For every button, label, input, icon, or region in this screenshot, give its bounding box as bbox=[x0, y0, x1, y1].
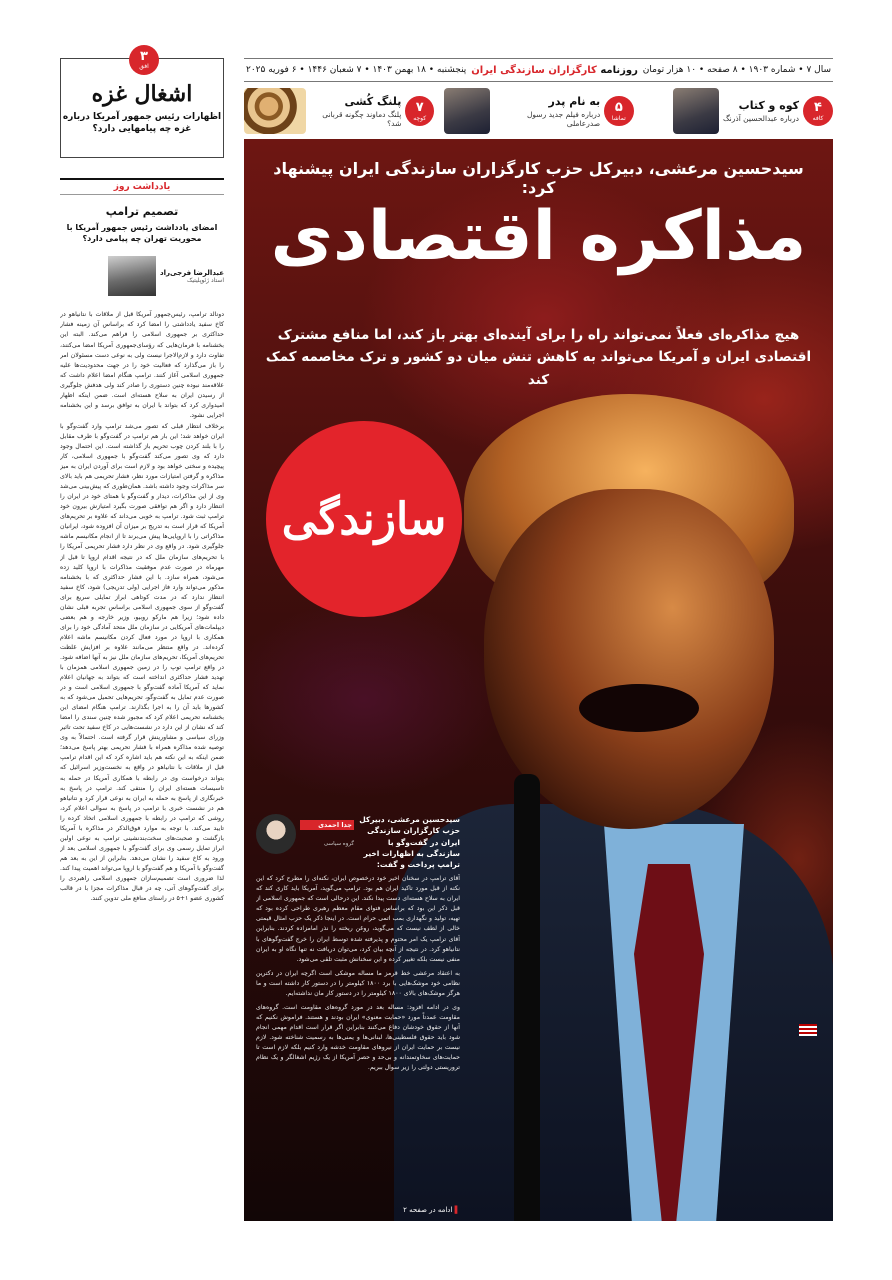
hero-deck: هیچ مذاکره‌ای فعلاً نمی‌تواند راه را برای آینده‌ای بهتر باز کند، اما منافع مشترک اقتصادی ایران و آمریکا می‌تواند به کاهش تنش میان دو کشور و ترک مخاصمه کمک کند bbox=[265, 327, 812, 388]
brand-name: کارگزاران سازندگی ایران bbox=[471, 64, 597, 76]
daily-note-section-label: یادداشت روز bbox=[60, 178, 224, 195]
teaser-item[interactable] bbox=[244, 86, 434, 136]
note-body bbox=[60, 310, 224, 1216]
gaza-title: اشغال غزه bbox=[91, 81, 193, 107]
article-author-role: گروه سیاسی bbox=[323, 841, 354, 847]
article-body bbox=[256, 874, 460, 1184]
hero-cover bbox=[244, 139, 833, 1221]
sazandegi-logo bbox=[266, 421, 462, 617]
teaser-title: به نام پدر bbox=[548, 94, 601, 108]
teaser-subtitle: درباره عبدالحسین آذرنگ bbox=[722, 114, 799, 123]
logo-text: سازندگی bbox=[281, 493, 447, 545]
teaser-title: کوه و کتاب bbox=[738, 99, 799, 112]
note-lead: امضای یادداشت رئیس جمهور آمریکا با محوریت تهران چه پیامی دارد؟ bbox=[66, 223, 218, 244]
teaser-strip bbox=[244, 86, 833, 136]
continue-link[interactable]: ▌ ادامه در صفحه ۲ bbox=[403, 1206, 460, 1214]
author-photo bbox=[108, 256, 156, 296]
teaser-title: پلنگ کُشی bbox=[344, 94, 402, 108]
teaser-page-badge: ۵ تماشا bbox=[604, 96, 633, 126]
article-paragraph: آقای ترامپ در سخنان اخیر خود درخصوص ایران، نکته‌ای را مطرح کرد که این نکته از قبل مورد تاکید ایران هم بود. ترامپ می‌گوید، آمریکا باید کاری کند که ایران به سلاح هسته‌ای دست پیدا نکند. این درحالی است که جمهوری اسلامی از قبل ذکر این بود که براساس فتوای مقام معظم رهبری طراحی کرده بود که تهیه، تولید و نگهداری بمب اتمی حرام است. در اینجا ذکر یک حزب امثال قیمتی خالی از لطف نیست که می‌گوید، روغن ریخته را نذر امامزاده کردند. بنابراین آقای ترامپ یک امر محتوم و پذیرفته شده توسط ایران را خرج گفت‌وگوهای با نتانیاهو کرد. در نتیجه از آنچه بیان کرد، می‌توان دریافت نه تنها نگاه او به ایران منفی نیست بلکه تغییر کرده و این سخنانش مثبت تلقی می‌شود. bbox=[256, 875, 460, 963]
gaza-subtitle: اظهارات رئیس جمهور آمریکا درباره غزه چه پیامهایی دارد؟ bbox=[62, 112, 222, 135]
gaza-teaser-box[interactable] bbox=[60, 49, 224, 158]
issue-info: سال ۷ • شماره ۱۹۰۳ • ۸ صفحه • ۱۰ هزار تومان bbox=[642, 65, 831, 75]
leopard-photo bbox=[244, 88, 306, 134]
teaser-item[interactable] bbox=[444, 86, 634, 136]
teaser-page-badge: ۷ کوچه bbox=[405, 96, 434, 126]
newspaper-brand bbox=[471, 65, 638, 76]
article-author-photo bbox=[256, 814, 296, 854]
note-paragraph: دونالد ترامپ، رئیس‌جمهور آمریکا قبل از ملاقات با نتانیاهو در کاخ سفید یادداشتی را امضا کرد که براساس آن زمینه فشار حداکثری بر جمهوری اسلامی را فراهم می‌کند. البته این بخشنامه با فرمان‌هایی که رؤسای‌جمهوری آمریکا امضا می‌کنند، تفاوت دارد و لازم‌الاجرا نیست ولی به نوعی دست مسئولان امر را باز می‌گذارد که فعالیت خود را در جهت محدودیت‌ها علیه جمهوری اسلامی آغاز کنند. ترامپ هنگام امضا اعلام داشت که علاقه‌مند نبوده چنین دستوری را صادر کند ولی هدفش جلوگیری از رسیدن ایران به سلاح هسته‌ای است. ضمن اینکه اظهار امیدواری کرد که بتواند با ایران به توافق برسد و این بخشنامه اجرایی نشود. bbox=[60, 311, 224, 419]
hero-kicker: سیدحسین مرعشی، دبیرکل حزب کارگزاران سازندگی ایران پیشنهاد کرد: bbox=[273, 159, 804, 197]
note-title: تصمیم ترامپ bbox=[105, 205, 179, 218]
article-author bbox=[300, 820, 354, 849]
cover-article bbox=[256, 814, 460, 1214]
paper-type: روزنامه bbox=[600, 64, 638, 76]
publication-date: پنجشنبه • ۱۸ بهمن ۱۴۰۳ • ۷ شعبان ۱۴۴۶ • ۶ فوریه ۲۰۲۵ bbox=[246, 65, 467, 75]
teaser-item[interactable] bbox=[643, 86, 833, 136]
teaser-photo bbox=[444, 88, 490, 134]
teaser-photo bbox=[673, 88, 719, 134]
teaser-page-badge: ۴ کافه bbox=[803, 96, 833, 126]
author-role: استاد ژئوپلیتیک bbox=[186, 276, 224, 284]
article-paragraph: به اعتقاد مرعشی خط قرمز ما مساله موشکی است اگرچه ایران در دکترین نظامی خود موشک‌هایی با برد ۱۸۰۰ کیلومتر را در دستور کار داشته است و ما هرگز موشک‌های بالای ۱۸۰۰ کیلومتر را در دستور کار مان نداشته‌ایم. bbox=[256, 969, 460, 997]
teaser-subtitle: درباره فیلم جدید رسول صدرعاملی bbox=[526, 109, 601, 128]
note-paragraph: برخلاف انتظار قبلی که تصور می‌شد ترامپ وارد گفت‌وگو با ایران خواهد شد؛ این بار هم ترامپ در گفت‌وگو با طرف مقابل را با بلند کردن چوب تحریم باز گذاشته است. این احتمال وجود دارد که وی تصور می‌کند گفت‌وگو با جمهوری اسلامی، کار پیچیده و سختی خواهد بود و لازم است برای آوردن ایران به میز مذاکره و گرفتن امتیازات مورد نظر، فشار تحریمی هم باید بالای سر مذاکرات وجود داشته باشد. همان‌طوری که پیش‌بینی می‌شد وی از این مذاکرات، دیدار و گفت‌وگو با همتای خود در ایران را انتظار دارد و اگر هم توافقی صورت بگیرد امتیازش بیرون خود ترامپ ثبت شود. ترامپ به خوبی می‌داند که علاوه بر تحریم‌های آمریکا که قرار است به تدریج بر میزان آن افزوده شود، ایرانیان مذاکراتی را با اروپایی‌ها پیش می‌برند تا از انجام مکانیسم ماشه جلوگیری شود. در واقع وی در نظر دارد فشار تحریمی آمریکا را با تحریم‌های سازمان ملل که در نتیجه اقدام اروپا تا قبل از مهرماه در صورت عدم موفقیت مذاکرات با اروپا کلید زده می‌شود، همراه سازد. با این فشار حداکثری که با بخشنامه مذکور می‌تواند وارد فاز اجرایی (ولی تدریجی) شود، کاخ سفید انتظار ندارد که در مدت کوتاهی ابراز تمایلی سریع برای گفت‌وگو از سوی جمهوری اسلامی براساس تجربه قبلی نشان داده شود؛ زیرا هم مارکو روبیو، وزیر خارجه و هم بعضی دیپلمات‌های آمریکایی در سازمان ملل متحد آمادگی خود را برای همکاری با اروپا در مورد فعال کردن مکانیسم ماشه اعلام کرده‌اند. در واقع منتظر می‌مانند علاوه بر افزایش غلظت تحریم‌های آمریکا، تحریم‌های سازمان ملل نیز به آنها اضافه شود. در واقع ترامپ توپ را در زمین جمهوری اسلامی همزمان با تهدید فشار حداکثری انداخته است که بتواند به جهانیان اعلام نماید که آمریکا آماده گفت‌وگو با جمهوری اسلامی است و در صورت عدم تمایل به گفت‌وگو، تحریم‌هایی تحمیل می‌شود که به کشورها باید آن را به اجرا بگذارند. ترامپ هنگام امضای این بخشنامه تحریمی اعلام کرد که مجبور شده چنین سندی را امضا کند که نشان از این دارد در نشست‌هایی در کاخ سفید تحت تاثیر وزرای سیاسی و مشاورینش قرار گرفته است. احتمالاً به وی توصیه شده مذاکره همراه با فشار تحریمی بهتر پاسخ می‌دهد؛ ضمن اینکه به این نکته هم باید اشاره کرد که این اقدام ترامپ قبل از ملاقات با نتانیاهو در واقع به نخست‌وزیر اسرائیل که بتواند درخواست وی در رابطه با همکاری آمریکا در حمله به تاسیسات هسته‌ای ایران را منتفی کند. ترامپ در پاسخ به خبرنگاری از پاسخ به حمله به ایران به نوعی قرار کرد و نتانیاهو هم در نشست خبری با ترامپ در پاسخ به سوالی اعلام کرد، روشی که ترامپ در رابطه با جمهوری اسلامی اتخاذ کرده را تایید می‌کند. با توجه به موارد فوق‌الذکر در مذاکره با آمریکا بازگشت و صحبت‌های سخت‌بندنشینی ترامپ به نوعی اولین ابراز تمایل رسمی وی برای گفت‌وگو با جمهوری اسلامی بعد از ورود به کاخ سفید را نشان می‌دهد. بنابراین از این به بعد هم گفت‌وگو با آمریکا و هم گفت‌وگو با اروپا می‌تواند اهمیت پیدا کند. لذا ضروری است تصمیم‌سازان جمهوری اسلامی راهبردی را برای گفت‌وگوهای آتی، چه در قبال مذاکرات مجزا با در قالب کشوری عضو ۱+۵ در راستای منافع ملی تدوین کنند. bbox=[60, 422, 224, 903]
gaza-page-badge: ۳ افق bbox=[129, 45, 159, 75]
article-intro: سیدحسین مرعشی، دبیرکل حزب کارگزاران سازندگی ایران در گفت‌وگو با سازندگی به اظهارات اخیر ترامپ پرداخت و گفت: bbox=[359, 815, 460, 869]
flag-pin-icon bbox=[799, 1024, 817, 1036]
note-author bbox=[60, 256, 224, 296]
author-name: عبدالرضا فرجی‌راد bbox=[160, 268, 224, 277]
teaser-subtitle: پلنگ دماوند چگونه قربانی شد؟ bbox=[322, 109, 402, 128]
article-author-name: جدا احمدی bbox=[300, 820, 354, 830]
hero-headline: مذاکره اقتصادی bbox=[270, 197, 807, 276]
masthead bbox=[244, 58, 833, 82]
article-paragraph: وی در ادامه افزود: مساله بعد در مورد گروه‌های مقاومت است. گروه‌های مقاومت عمدتاً مورد «حمایت معنوی» ایران بودند و هستند. فراموش نکنیم که آنها از حقوق خودشان دفاع می‌کنند بنابراین اگر قرار است اقدام مهمی انجام شود باید حقوق فلسطینی‌ها، لبنانی‌ها و یمنی‌ها به رسمیت شناخته شود. لازم نیست بر حمایت ایران از نیروهای مقاومت خدشه وارد کنیم بلکه لازم است تا حمایت‌های سخاوتمندانه و بی‌حد و حصر آمریکا از یک رژیم اشغالگر و یک نظام تروریستی دولتی را زیر سوال ببریم. bbox=[256, 1003, 460, 1072]
left-column bbox=[60, 49, 224, 1216]
microphone bbox=[514, 774, 540, 1221]
